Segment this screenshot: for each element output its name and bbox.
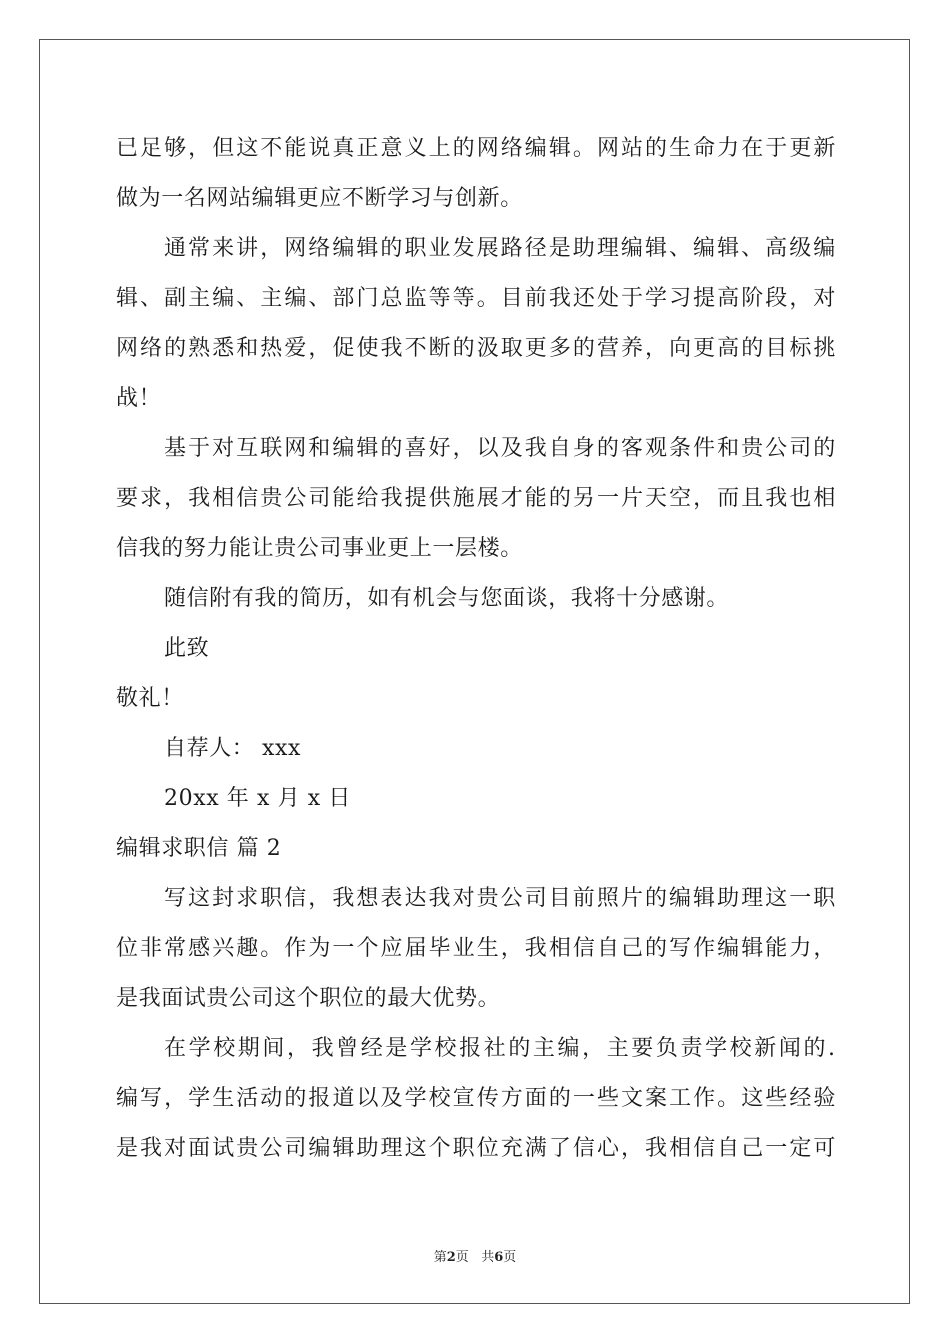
text-line: 做为一名网站编辑更应不断学习与创新。: [116, 186, 523, 211]
text-line: 是 我 对 面 试 贵 公 司 编 辑 助 理 这 个 职 位 充 满 了 信 心 ， 我 相 信 自 己 一 定 可: [116, 1136, 836, 1161]
text-line: 写 这 封 求 职 信 ， 我 想 表 达 我 对 贵 公 司 目 前 照 片 的 编 辑 助 理 这 一 职: [164, 886, 836, 911]
text-line: 辑 、 副 主 编 、 主 编 、 部 门 总 监 等 等 。 目 前 我 还 处 于 学 习 提 高 阶 段 ， 对: [116, 286, 836, 311]
text-line: 已 足 够 ， 但 这 不 能 说 真 正 意 义 上 的 网 络 编 辑 。 网 站 的 生 命 力 在 于 更 新: [116, 136, 836, 161]
document-body: [116, 124, 836, 1174]
text-line: 是我面试贵公司这个职位的最大优势。: [116, 986, 501, 1011]
text-line: 要 求 ， 我 相 信 贵 公 司 能 给 我 提 供 施 展 才 能 的 另 一 片 天 空 ， 而 且 我 也 相: [116, 486, 836, 511]
text-line: 网 络 的 熟 悉 和 热 爱 ， 促 使 我 不 断 的 汲 取 更 多 的 营 养 ， 向 更 高 的 目 标 挑: [116, 336, 836, 361]
text-line: 自荐人： xxx: [164, 736, 302, 761]
text-line: 此致: [164, 636, 210, 661]
text-line: 战！: [116, 386, 162, 411]
footer-page-unit: 页: [455, 1250, 469, 1265]
text-line: 信我的努力能让贵公司事业更上一层楼。: [116, 536, 523, 561]
text-line: 通 常 来 讲 ， 网 络 编 辑 的 职 业 发 展 路 径 是 助 理 编 辑 、 编 辑 、 高 级 编: [164, 236, 836, 261]
text-line: 在 学 校 期 间 ， 我 曾 经 是 学 校 报 社 的 主 编 ， 主 要 负 责 学 校 新 闻 的 .: [164, 1036, 836, 1061]
text-line: 20xx 年 x 月 x 日: [164, 786, 351, 811]
current-page-number: 2: [446, 1250, 456, 1265]
text-line: 位 非 常 感 兴 趣 。 作 为 一 个 应 届 毕 业 生 ， 我 相 信 自 己 的 写 作 编 辑 能 力 ，: [116, 936, 836, 961]
total-page-count: 6: [494, 1250, 504, 1265]
text-line: 编辑求职信 篇 2: [116, 836, 282, 861]
text-line: 随信附有我的简历，如有机会与您面谈，我将十分感谢。: [164, 586, 730, 611]
footer-prefix: 第: [433, 1250, 447, 1265]
page-footer: [0, 1246, 950, 1265]
text-line: 编 写 ， 学 生 活 动 的 报 道 以 及 学 校 宣 传 方 面 的 一 些 文 案 工 作 。 这 些 经 验: [116, 1086, 836, 1111]
footer-total-unit: 页: [503, 1250, 517, 1265]
footer-total-prefix: 共: [481, 1250, 495, 1265]
text-line: 敬礼！: [116, 686, 184, 711]
text-line: 基 于 对 互 联 网 和 编 辑 的 喜 好 ， 以 及 我 自 身 的 客 观 条 件 和 贵 公 司 的: [164, 436, 836, 461]
